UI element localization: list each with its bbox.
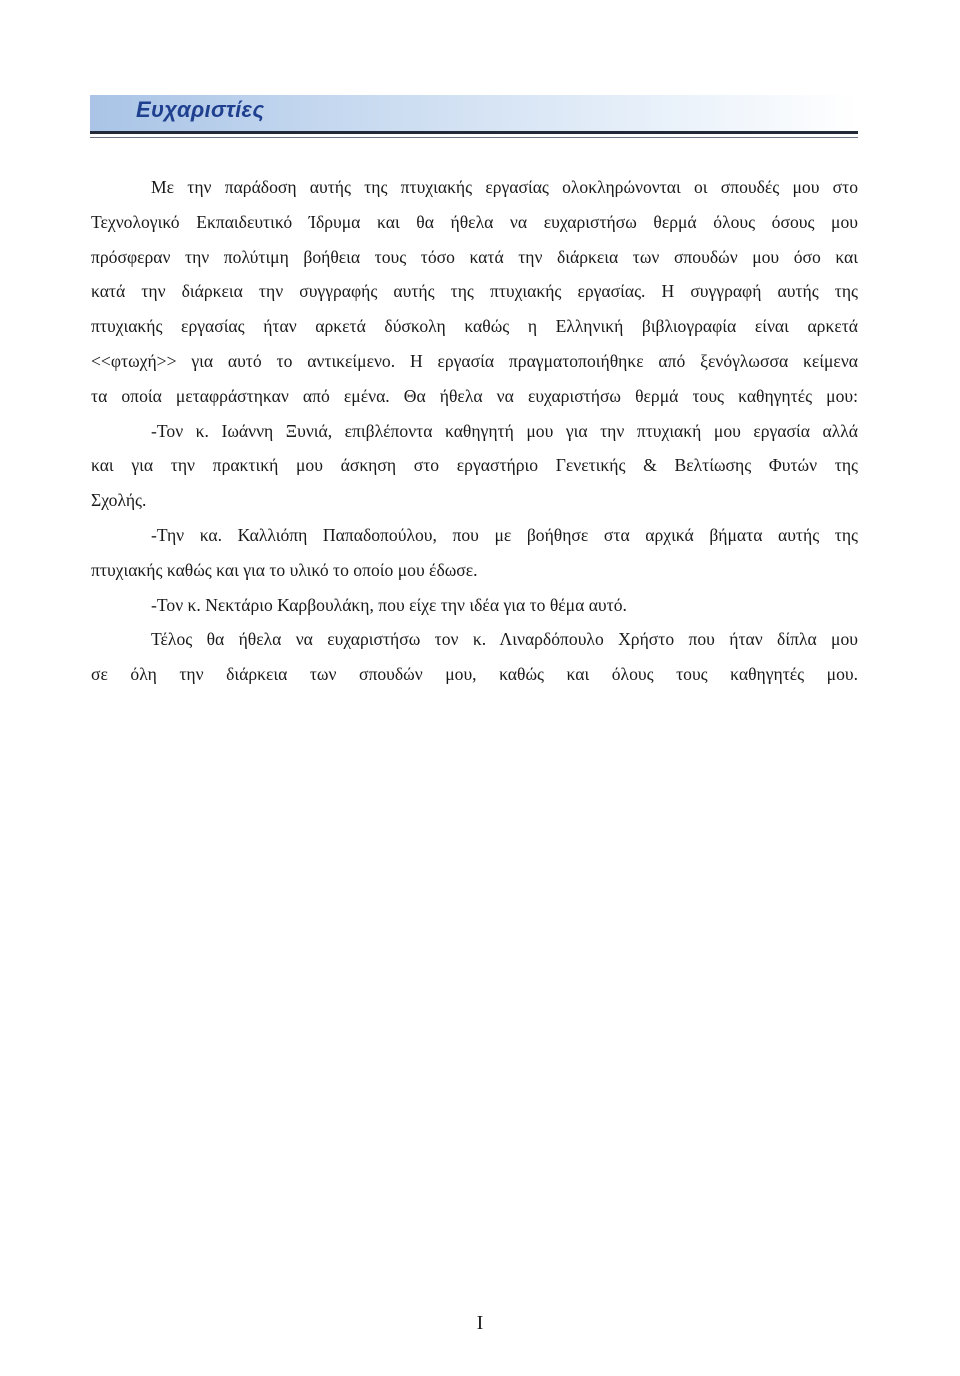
text-line: κατά την διάρκεια την συγγραφής αυτής της πτυχιακής εργασίας. Η συγγραφή αυτής της <box>91 281 858 302</box>
text-line: τα οποία μεταφράστηκαν από εμένα. Θα ήθελα να ευχαριστήσω θερμά τους καθηγητές μου: <box>91 385 858 406</box>
text-line: πτυχιακής καθώς και για το υλικό το οποίο μου έδωσε. <box>91 559 478 580</box>
text-line: Τεχνολογικό Εκπαιδευτικό Ίδρυμα και θα ήθελα να ευχαριστήσω θερμά όλους όσους μου <box>91 211 858 232</box>
text-line: -Τον κ. Ιωάννη Ξυνιά, επιβλέποντα καθηγητή μου για την πτυχιακή μου εργασία αλλά <box>151 420 858 441</box>
heading-rule <box>90 131 858 134</box>
text-line: Τέλος θα ήθελα να ευχαριστήσω τον κ. Λιναρδόπουλο Χρήστο που ήταν δίπλα μου <box>151 629 858 650</box>
text-line: -Την κα. Καλλιόπη Παπαδοπούλου, που με βοήθησε στα αρχικά βήματα αυτής της <box>151 524 858 545</box>
text-line: Σχολής. <box>91 490 147 511</box>
text-line: και για την πρακτική μου άσκηση στο εργαστήριο Γενετικής & Βελτίωσης Φυτών της <box>91 455 858 476</box>
heading-rule-thin <box>90 137 858 138</box>
page-title: Ευχαριστίες <box>136 97 265 122</box>
text-line: πτυχιακής εργασίας ήταν αρκετά δύσκολη καθώς η Ελληνική βιβλιογραφία είναι αρκετά <box>91 316 858 337</box>
page-number: I <box>476 1312 484 1334</box>
text-line: Με την παράδοση αυτής της πτυχιακής εργασίας ολοκληρώνονται οι σπουδές μου στο <box>151 177 858 197</box>
text-line: -Τον κ. Νεκτάριο Καρβουλάκη, που είχε την ιδέα για το θέμα αυτό. <box>151 594 627 615</box>
text-line: σε όλη την διάρκεια των σπουδών μου, καθώς και όλους τους καθηγητές μου. <box>91 664 858 685</box>
text-line: <<φτωχή>> για αυτό το αντικείμενο. Η εργασία πραγματοποιήθηκε από ξενόγλωσσα κείμενα <box>91 350 858 371</box>
acknowledgements-body <box>91 170 858 692</box>
text-line: πρόσφεραν την πολύτιμη βοήθεια τους τόσο κατά την διάρκεια των σπουδών μου όσο και <box>91 246 858 267</box>
